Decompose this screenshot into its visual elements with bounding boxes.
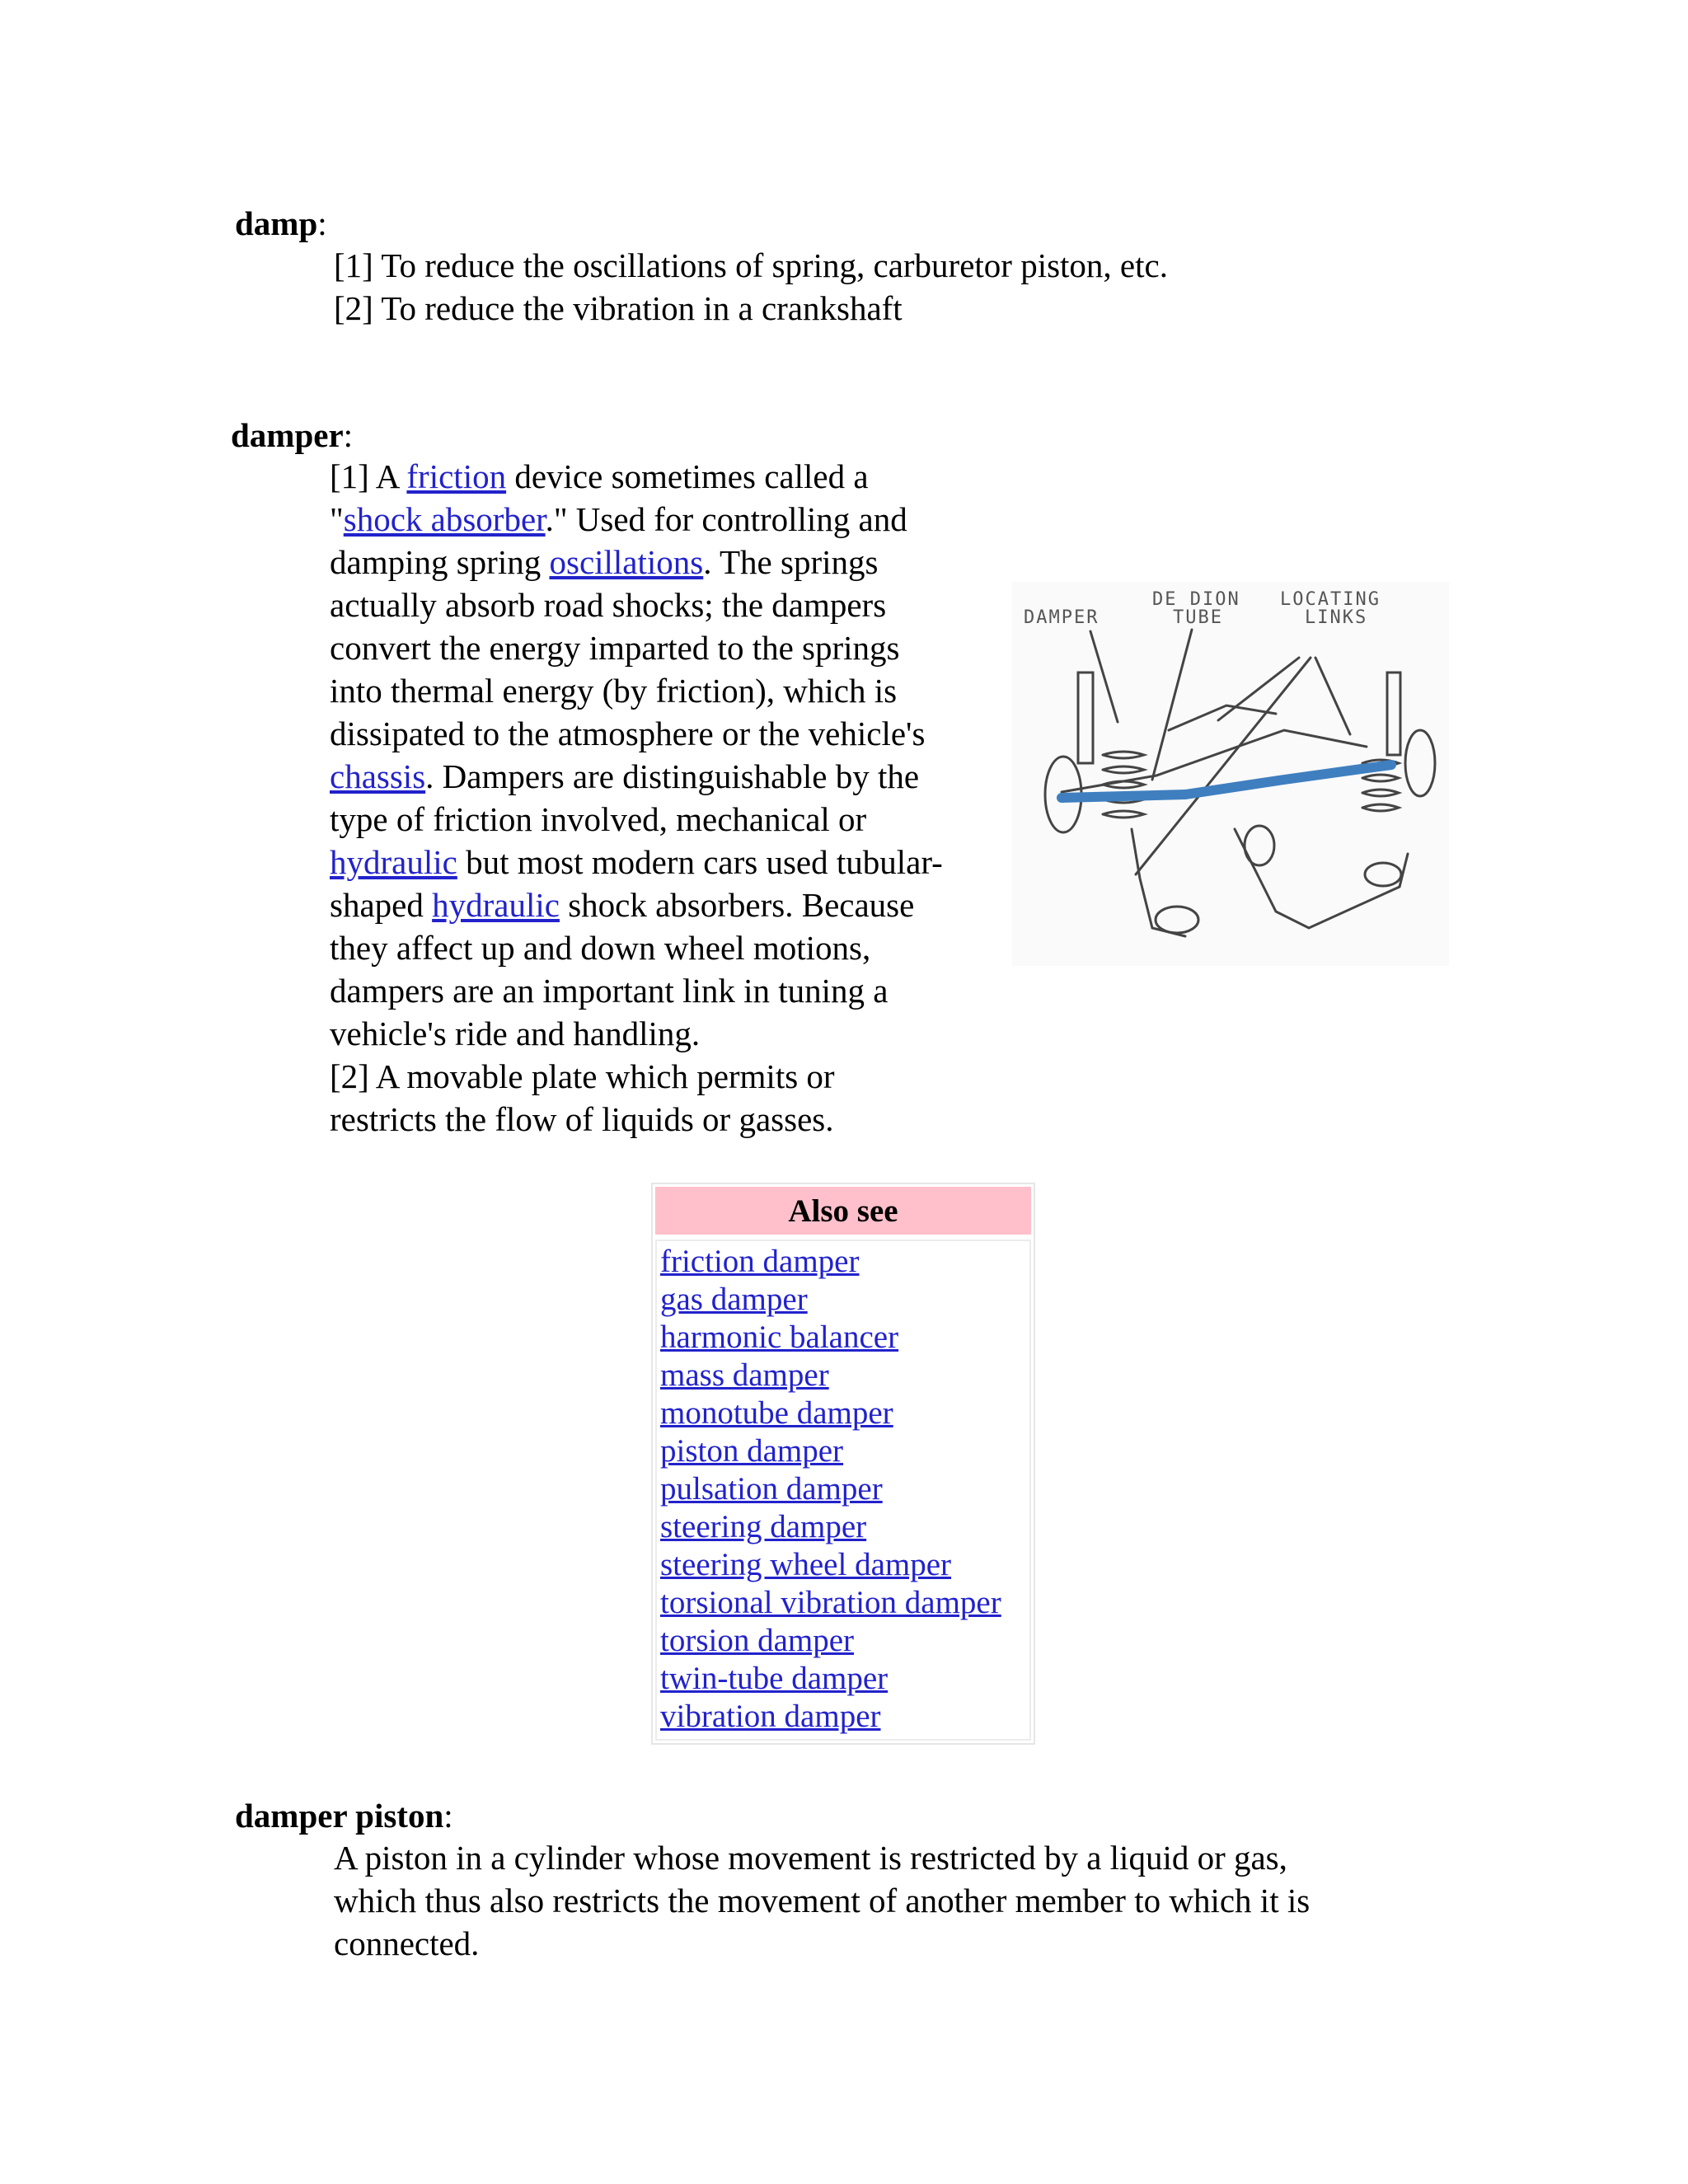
text: device sometimes called a (506, 457, 869, 495)
differential (1245, 826, 1274, 865)
definition-line: A piston in a cylinder whose movement is restricted by a liquid or gas, (334, 1839, 1287, 1877)
definition-line: dissipated to the atmosphere or the vehicle's (330, 715, 926, 752)
definition-line: connected. (334, 1924, 480, 1962)
also-see-list (655, 1240, 1031, 1741)
term-damper-word: damper (231, 416, 344, 454)
also-see-link[interactable]: vibration damper (660, 1699, 881, 1734)
term-damp-word: damp (235, 204, 318, 242)
suspension-drawing (1012, 582, 1449, 966)
definition-damper (330, 455, 1006, 1141)
left-damper (1078, 673, 1093, 763)
term-damper (231, 414, 353, 457)
leader-line (1090, 631, 1118, 722)
also-see-link[interactable]: pulsation damper (660, 1471, 883, 1507)
link-shock-absorber[interactable]: shock absorber (343, 500, 546, 538)
bushing (1365, 863, 1401, 886)
bushing (1156, 907, 1198, 933)
also-see-link[interactable]: harmonic balancer (660, 1319, 899, 1355)
term-damp (235, 202, 327, 245)
term-colon: : (343, 416, 354, 454)
also-see-header: Also see (655, 1187, 1031, 1235)
de-dion-suspension-illustration (1012, 582, 1449, 966)
link-hydraulic[interactable]: hydraulic (330, 843, 457, 881)
definition-line (330, 541, 1006, 583)
link-hydraulic[interactable]: hydraulic (432, 886, 560, 924)
leader-line (1136, 658, 1311, 874)
also-see-link[interactable]: piston damper (660, 1433, 844, 1469)
also-see-link[interactable]: steering damper (660, 1509, 867, 1544)
text: . Dampers are distinguishable by the (425, 757, 920, 795)
label-damper: DAMPER (1024, 607, 1100, 628)
term-damper-piston-word: damper piston (235, 1797, 444, 1835)
definition-line: dampers are an important link in tuning a (330, 972, 889, 1010)
label-locating: LOCATING (1280, 589, 1381, 610)
right-damper (1387, 673, 1400, 755)
definition-line: they affect up and down wheel motions, (330, 929, 871, 967)
definition-line: into thermal energy (by friction), which is (330, 672, 898, 710)
definition-line: actually absorb road shocks; the dampers (330, 586, 887, 624)
text: damping spring (330, 543, 550, 581)
also-see-box (651, 1183, 1035, 1745)
term-colon: : (317, 204, 327, 242)
definition-line: [1] To reduce the oscillations of spring, carburetor piston, etc. (334, 246, 1168, 284)
label-tube: TUBE (1173, 607, 1223, 628)
definition-line (330, 841, 1006, 883)
lower-link (1235, 829, 1408, 928)
definition-line: [2] A movable plate which permits or (330, 1057, 835, 1095)
label-de-dion: DE DION (1152, 589, 1240, 610)
text: ." Used for controlling and (545, 500, 907, 538)
leader-line (1152, 630, 1192, 780)
leader-line (1315, 658, 1350, 734)
definition-line: [2] To reduce the vibration in a crankshaft (334, 289, 903, 327)
term-damper-piston (235, 1794, 453, 1837)
link-friction[interactable]: friction (406, 457, 507, 495)
also-see-link[interactable]: friction damper (660, 1244, 860, 1279)
text: " (330, 500, 344, 538)
link-oscillations[interactable]: oscillations (549, 543, 704, 581)
definition-line: convert the energy imparted to the springs (330, 629, 900, 667)
also-see-link[interactable]: steering wheel damper (660, 1547, 952, 1582)
label-links: LINKS (1305, 607, 1368, 628)
also-see-link[interactable]: twin-tube damper (660, 1661, 889, 1696)
definition-line: which thus also restricts the movement of another member to which it is (334, 1882, 1311, 1919)
term-colon: : (443, 1797, 453, 1835)
definition-line: restricts the flow of liquids or gasses. (330, 1100, 834, 1138)
text: but most modern cars used tubular- (457, 843, 943, 881)
definition-damper-piston (334, 1836, 1310, 1965)
definition-line: type of friction involved, mechanical or (330, 800, 867, 838)
also-see-link[interactable]: gas damper (660, 1282, 808, 1317)
text: [1] A (330, 457, 407, 495)
definition-line (330, 498, 1006, 541)
also-see-link[interactable]: torsional vibration damper (660, 1585, 1001, 1620)
definition-line (330, 455, 1006, 498)
link-chassis[interactable]: chassis (330, 757, 426, 795)
text: shock absorbers. Because (559, 886, 915, 924)
text: . The springs (703, 543, 879, 581)
also-see-link[interactable]: mass damper (660, 1357, 829, 1393)
right-hub (1405, 730, 1435, 796)
definition-line (330, 755, 1006, 798)
also-see-link[interactable]: torsion damper (660, 1623, 855, 1658)
definition-damp (334, 244, 1168, 330)
definition-line: vehicle's ride and handling. (330, 1015, 701, 1052)
text: shaped (330, 886, 433, 924)
definition-line (330, 883, 1006, 926)
also-see-link[interactable]: monotube damper (660, 1395, 893, 1431)
